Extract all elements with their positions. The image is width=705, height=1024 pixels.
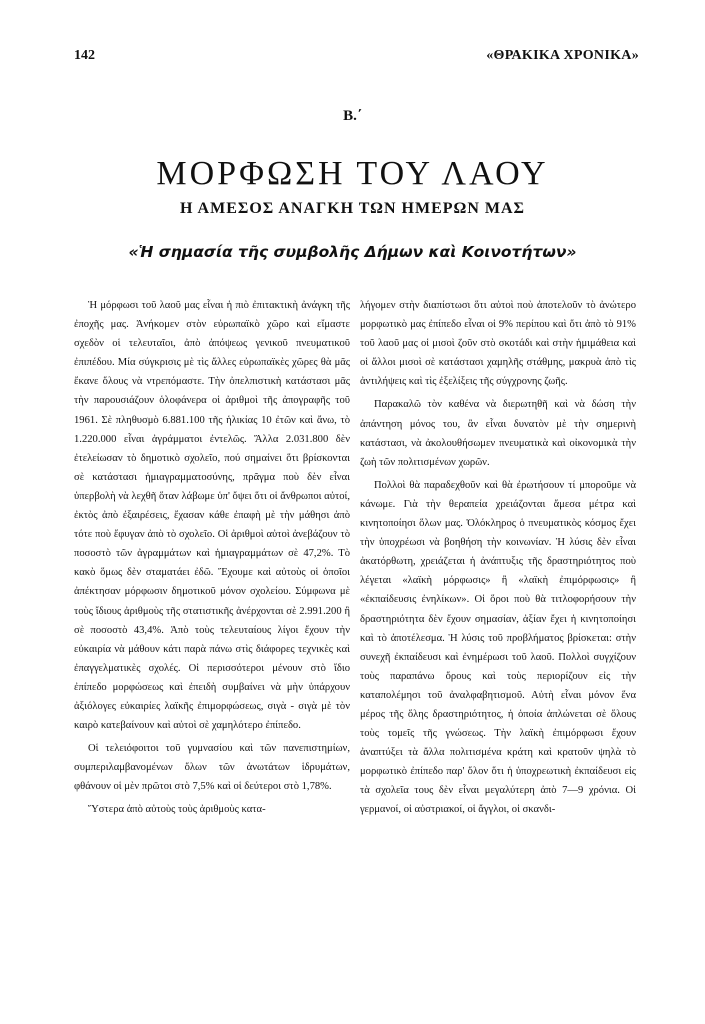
paragraph: Οἱ τελειόφοιτοι τοῦ γυμνασίου καὶ τῶν πανεπιστημίων, συμπεριλαμβανομένων ὅλων τῶν ἀνωτάτων ἱδρυμάτων, φθάνουν οἱ μὲν πρῶτοι στὸ 7,5% καὶ οἱ δεύτεροι στὸ 1,78%. (74, 743, 350, 793)
paragraph: Πολλοὶ θὰ παραδεχθοῦν καὶ θὰ ἐρωτήσουν τί μποροῦμε νὰ κάνωμε. Γιὰ τὴν θεραπεία χρειάζονται ἄμεσα μέτρα καὶ κινητοποίησι ὅλων μας. Ὁλόκληρος ὁ πνευματικὸς κόσμος ἔχει τὴν ὑποχρέωσι νὰ βοηθήση τὴν κοινωνίαν. Ἡ λύσις δὲν εἶναι ἀκατόρθωτη, χρειάζεται ἡ ἀνάπτυξις τῆς δραστηριότητος ποὺ λέγεται «λαϊκὴ μόρφωσις» ἢ «λαϊκὴ ἐπιμόρφωσις» ἢ «ἐκπαίδευσις ἐνηλίκων». Οἱ ὅροι ποὺ θὰ τιτλοφορήσουν τὴν δραστηριότητα δὲν ἔχουν σημασίαν, ἀξίαν ἔχει ἡ κινητοποίησι καὶ τὸ ἀποτέλεσμα. Ἡ λύσις τοῦ προβλήματος βρίσκεται: στὴν συνεχῆ ἐκπαίδευσι καὶ ἐνημέρωσι τοῦ λαοῦ. Πολλοὶ συγχίζουν τοὺς παραπάνω ὅρους καὶ τοὺς περιορίζουν εἰς τὴν καταπολέμησι τοῦ ἀναλφαβητισμοῦ. Αὐτὴ εἶναι μόνον ἕνα μέρος τῆς ὅλης δραστηριότητος, ἡ ὁποία ἁπλώνεται σὲ ὅλους τοὺς τομεῖς τῆς γνώσεως. Τὴν λαϊκὴ ἐπιμόρφωσι ἔχουν ἀναπτύξει τὰ ἄλλα πολιτισμένα κράτη καὶ κρατοῦν ψηλὰ τὸ μορφωτικὸ ἐπίπεδο παρ' ὅλον ὅτι ἡ ὑποχρεωτικὴ ἐκπαίδευσι εἰς τὰ σχολεῖα τους δὲν εἶναι μεγαλύτερη ἀπὸ 7—9 χρόνια. Οἱ γερμανοί, οἱ αὐστριακοί, οἱ ἄγγλοι, οἱ σκανδι- (360, 479, 636, 816)
paragraph: Ὕστερα ἀπὸ αὐτοὺς τοὺς ἀριθμοὺς κατα- (88, 804, 266, 816)
paragraph: Παρακαλῶ τὸν καθένα νὰ διερωτηθῆ καὶ νὰ δώση τὴν ἀπάντηση μόνος του, ἂν εἶναι δυνατὸν μὲ τὴν σημερινὴ κατάστασι, νὰ ἀκολουθήσωμεν πνευματικὰ καὶ οἰκονομικὰ τὴν ζωὴ τῶν πολιτισμένων χωρῶν. (360, 399, 636, 468)
paragraph: λήγομεν στὴν διαπίστωσι ὅτι αὐτοὶ ποὺ ἀποτελοῦν τὸ ἀνώτερο μορφωτικὸ μας ἐπίπεδο εἶναι οἱ 9% περίπου καὶ ὅτι ἀπὸ τὸ 91% τοῦ λαοῦ μας οἱ μισοὶ ζοῦν στὸ σκοτάδι καὶ στὴν ἡμιμάθεια καὶ οἱ ἄλλοι μισοὶ σὲ κατάστασι χαμηλῆς στάθμης, μακρυὰ ἀπὸ τὶς ἀντιλήψεις καὶ τὶς ἐξελίξεις τῆς σύγχρονης ζωῆς. (360, 300, 636, 388)
article-title: ΜΟΡΦΩΣΗ ΤΟΥ ΛΑΟΥ (156, 155, 549, 192)
page-number: 142 (74, 48, 95, 63)
section-label: Β.΄ (343, 108, 362, 124)
left-column (74, 296, 350, 824)
page-header (0, 48, 705, 70)
right-column (360, 296, 636, 824)
article-subtitle: Η ΑΜΕΣΟΣ ΑΝΑΓΚΗ ΤΩΝ ΗΜΕΡΩΝ ΜΑΣ (179, 200, 526, 217)
paragraph: Ἡ μόρφωσι τοῦ λαοῦ μας εἶναι ἡ πιὸ ἐπιτακτικὴ ἀνάγκη τῆς ἐποχῆς μας. Ἀνήκομεν στὸν εὐρωπαϊκὸ χῶρο καὶ εἴμαστε σχεδὸν οἱ τελευταῖοι, ἀπὸ ἀπόψεως γενικοῦ πνευματικοῦ ἐπιπέδου. Μία σύγκρισις μὲ τὶς ἄλλες εὐρωπαϊκὲς χῶρες θὰ μᾶς ἔκανε ὅλους νὰ ντρεπόμαστε. Τὴν ὀπελπιστικὴ κατάστασι μᾶς τὴν παρουσιάζουν ὁλοφάνερα οἱ ἀριθμοὶ τῆς ἀπογραφῆς τοῦ 1961. Σὲ πληθυσμὸ 6.881.100 τῆς ἡλικίας 10 ἐτῶν καὶ ἄνω, τὸ 1.220.000 εἶναι ἀγράμματοι ἐντελῶς. Ἄλλα 2.031.800 δὲν ἐτελείωσαν τὸ δημοτικὸ σχολεῖο, πού σημαίνει ὅτι βρίσκονται σὲ κατάστασι ἡμιαγραμματοσύνης, πρᾶγμα ποὺ δὲν εἶναι ὑπερβολὴ νὰ λεχθῆ ὅταν λάβωμε ὑπ' ὄψει ὅτι οἱ ἄνθρωποι αὐτοί, ἐκτὸς ἀπὸ ἐξαιρέσεις, ἔχασαν κάθε ἐπαφὴ μὲ τὴν μάθησι ἀπὸ τότε ποὺ ἔφυγαν ἀπὸ τὸ σχολεῖο. Οἱ ἀριθμοὶ αὐτοὶ ἀνεβάζουν τὸ ποσοστὸ τῶν ἀγραμμάτων καὶ ἡμιαγραμμάτων σὲ 47,2%. Τὸ κακὸ ὅμως δὲν σταματάει ἐδῶ. Ἔχουμε καὶ αὐτοὺς οἱ ὁποῖοι ἀπέκτησαν μόρφωσιν δημοτικοῦ μόνον σχολείου. Σύμφωνα μὲ τοὺς ἴδιους ἀριθμοὺς τῆς στατιστικῆς ἀνέρχονται σὲ 2.991.200 ἢ σὲ ποσοστὸ 43,4%. Ἀπὸ τοὺς τελευταίους λίγοι ἔχουν τὴν εὐκαιρία νὰ μάθουν κάτι παρὰ πάνω στὶς διάφορες τεχνικὲς καὶ ἐπαγγελματικὲς σχολές. Οἱ περισσότεροι μένουν στὸ ἴδιο ἐπίπεδο μορφώσεως καὶ ἐπειδὴ συμβαίνει νὰ μὴν ὑπάρχουν ἀξιόλογες εὐκαιρίες λαϊκῆς ἐπιμορφώσεως, σιγὰ - σιγὰ μὲ τὸν καιρὸ κατεβαίνουν καὶ αὐτοὶ σὲ χαμηλότερο ἐπίπεδο. (74, 300, 350, 732)
article-rubric: «Ἡ σημασία τῆς συμβολῆς Δήμων καὶ Κοινοτήτων» (128, 243, 577, 261)
running-title: «ΘΡΑΚΙΚΑ ΧΡΟΝΙΚΑ» (486, 48, 639, 63)
